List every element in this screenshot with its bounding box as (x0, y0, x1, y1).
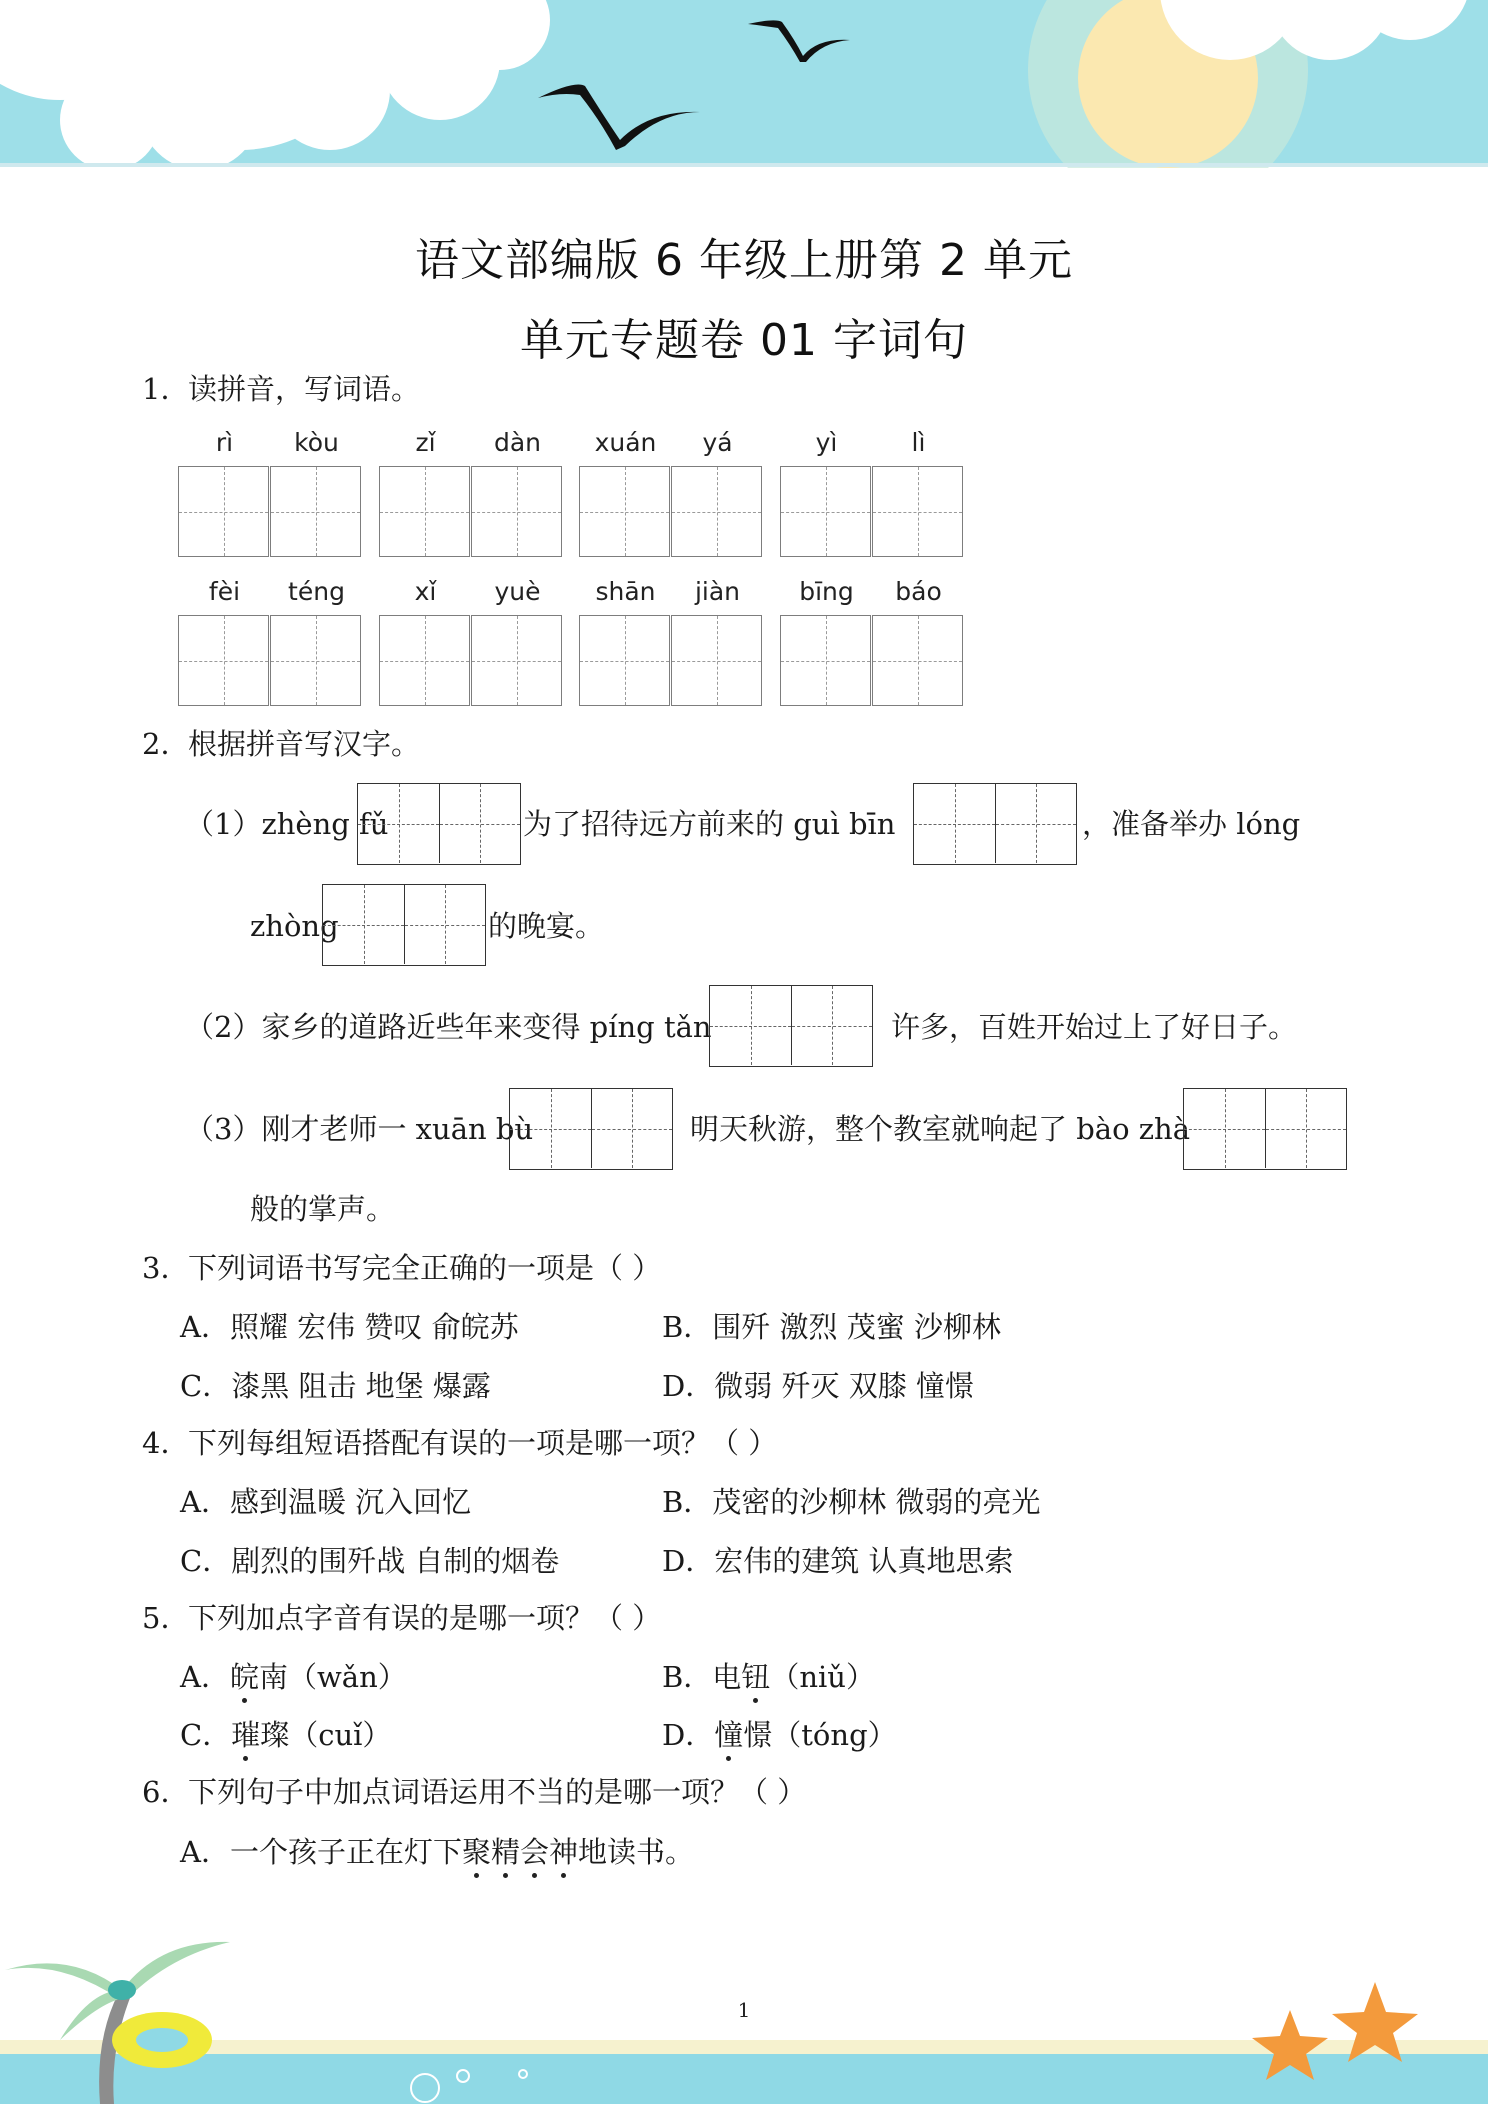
question-2 (142, 724, 420, 764)
q2-2-text-b: 许多，百姓开始过上了好日子。 (891, 1010, 1298, 1044)
pinyin-word (379, 577, 565, 707)
pinyin-syllable: rì (215, 428, 234, 457)
pinyin-syllable: fèi (208, 577, 241, 606)
dotted-char: 璀 (231, 1715, 260, 1755)
pinyin-syllable: jiàn (694, 577, 741, 606)
page-number: 1 (737, 1998, 751, 2022)
question-6 (142, 1772, 806, 1812)
pinyin-word (579, 577, 765, 707)
pinyin-word (780, 428, 966, 558)
dotted-char: 钮 (741, 1657, 770, 1697)
q3-option-c[interactable]: C．漆黑 阻击 地堡 爆露 (180, 1369, 491, 1403)
pinyin-syllable: xuán (594, 428, 657, 457)
title-line-2: 单元专题卷 01 字词句 (520, 315, 968, 366)
question-number: 1． (142, 372, 190, 406)
writing-cell[interactable] (178, 615, 269, 706)
pinyin-syllable: yá (702, 428, 733, 457)
writing-cell[interactable] (579, 466, 670, 557)
dotted-char: 皖 (230, 1657, 259, 1697)
question-prompt: 读拼音，写词语。 (188, 372, 421, 406)
dotted-char: 神 (549, 1832, 578, 1872)
pinyin-syllable: yuè (494, 577, 541, 606)
dotted-char: 精 (491, 1832, 520, 1872)
sea-strip (0, 2054, 1488, 2104)
dotted-char: 聚 (462, 1832, 491, 1872)
question-prompt: 根据拼音写汉字。 (188, 727, 421, 761)
pinyin-word (780, 577, 966, 707)
q5-option-d[interactable]: D．憧憬（tóng） (662, 1715, 897, 1755)
question-4 (142, 1423, 777, 1463)
question-number: 4． (142, 1426, 190, 1460)
pinyin-word (379, 428, 565, 558)
pinyin-syllable: lì (911, 428, 926, 457)
writing-cell[interactable] (379, 466, 470, 557)
answer-box-baozha[interactable] (1183, 1088, 1347, 1170)
q2-3-text-c: 般的掌声。 (250, 1192, 396, 1226)
q3-option-b[interactable]: B．围歼 激烈 茂蜜 沙柳林 (662, 1310, 1001, 1344)
title-line-1: 语文部编版 6 年级上册第 2 单元 (415, 235, 1073, 286)
q2-1-text-a: （1）zhèng fǔ (185, 807, 389, 841)
writing-cell[interactable] (671, 615, 762, 706)
question-prompt: 下列句子中加点词语运用不当的是哪一项？（ ） (188, 1775, 807, 1809)
q4-option-b[interactable]: B．茂密的沙柳林 微弱的亮光 (662, 1485, 1041, 1519)
q2-1-text-d: zhòng (250, 909, 339, 943)
writing-cell[interactable] (780, 615, 871, 706)
pinyin-syllable: dàn (493, 428, 542, 457)
question-number: 3． (142, 1251, 190, 1285)
q4-option-c[interactable]: C．剧烈的围歼战 自制的烟卷 (180, 1544, 560, 1578)
writing-cell[interactable] (872, 466, 963, 557)
banner-bottom-line (0, 163, 1488, 167)
pinyin-syllable: téng (288, 577, 345, 606)
q2-1-text-c: ，准备举办 lóng (1082, 807, 1301, 841)
dotted-char: 会 (520, 1832, 549, 1872)
header-banner (0, 0, 1488, 168)
writing-cell[interactable] (579, 615, 670, 706)
question-prompt: 下列词语书写完全正确的一项是（ ） (188, 1251, 662, 1285)
writing-cell[interactable] (671, 466, 762, 557)
question-number: 6． (142, 1775, 190, 1809)
writing-cell[interactable] (379, 615, 470, 706)
writing-cell[interactable] (270, 466, 361, 557)
writing-cell[interactable] (872, 615, 963, 706)
q4-option-d[interactable]: D．宏伟的建筑 认真地思索 (662, 1544, 1014, 1578)
pinyin-word (178, 428, 364, 558)
writing-cell[interactable] (471, 615, 562, 706)
q3-option-d[interactable]: D．微弱 歼灭 双膝 憧憬 (662, 1369, 974, 1403)
q5-option-b[interactable]: B．电钮（niǔ） (662, 1657, 875, 1697)
question-3 (142, 1248, 661, 1288)
q2-3-text-b: 明天秋游，整个教室就响起了 bào zhà (690, 1112, 1190, 1146)
writing-cell[interactable] (270, 615, 361, 706)
pinyin-word (178, 577, 364, 707)
writing-cell[interactable] (780, 466, 871, 557)
question-prompt: 下列每组短语搭配有误的一项是哪一项？（ ） (188, 1426, 778, 1460)
pinyin-syllable: zǐ (415, 428, 436, 457)
answer-box-pingtan[interactable] (709, 985, 873, 1067)
swim-ring-icon (112, 2012, 212, 2068)
pinyin-syllable: yì (815, 428, 838, 457)
q2-1-text-e: 的晚宴。 (488, 909, 605, 943)
footer-beach (0, 1890, 1488, 2104)
pinyin-syllable: báo (895, 577, 942, 606)
question-number: 2． (142, 727, 190, 761)
q5-option-c[interactable]: C．璀璨（cuǐ） (180, 1715, 391, 1755)
q6-option-a[interactable]: A．一个孩子正在灯下聚精会神地读书。 (180, 1832, 694, 1872)
q2-2-text-a: （2）家乡的道路近些年来变得 píng tǎn (185, 1010, 712, 1044)
q2-3-text-a: （3）刚才老师一 xuān bù (185, 1112, 534, 1146)
question-prompt: 下列加点字音有误的是哪一项？（ ） (188, 1601, 662, 1635)
pinyin-syllable: xǐ (414, 577, 437, 606)
q2-1-text-b: 为了招待远方前来的 guì bīn (523, 807, 896, 841)
question-1 (142, 369, 420, 409)
pinyin-syllable: shān (595, 577, 656, 606)
dotted-char: 憧 (714, 1715, 743, 1755)
writing-cell[interactable] (471, 466, 562, 557)
question-number: 5． (142, 1601, 190, 1635)
answer-box-zhengfu[interactable] (357, 783, 521, 865)
pinyin-word (579, 428, 765, 558)
writing-cell[interactable] (178, 466, 269, 557)
question-5 (142, 1598, 661, 1638)
answer-box-guibin[interactable] (913, 783, 1077, 865)
answer-box-longzhong[interactable] (322, 884, 486, 966)
q3-option-a[interactable]: A．照耀 宏伟 赞叹 俞皖苏 (180, 1310, 519, 1344)
pinyin-syllable: bīng (799, 577, 854, 606)
q5-option-a[interactable]: A．皖南（wǎn） (180, 1657, 407, 1697)
answer-box-xuanbu[interactable] (509, 1088, 673, 1170)
q4-option-a[interactable]: A．感到温暖 沉入回忆 (180, 1485, 472, 1519)
pinyin-syllable: kòu (294, 428, 339, 457)
